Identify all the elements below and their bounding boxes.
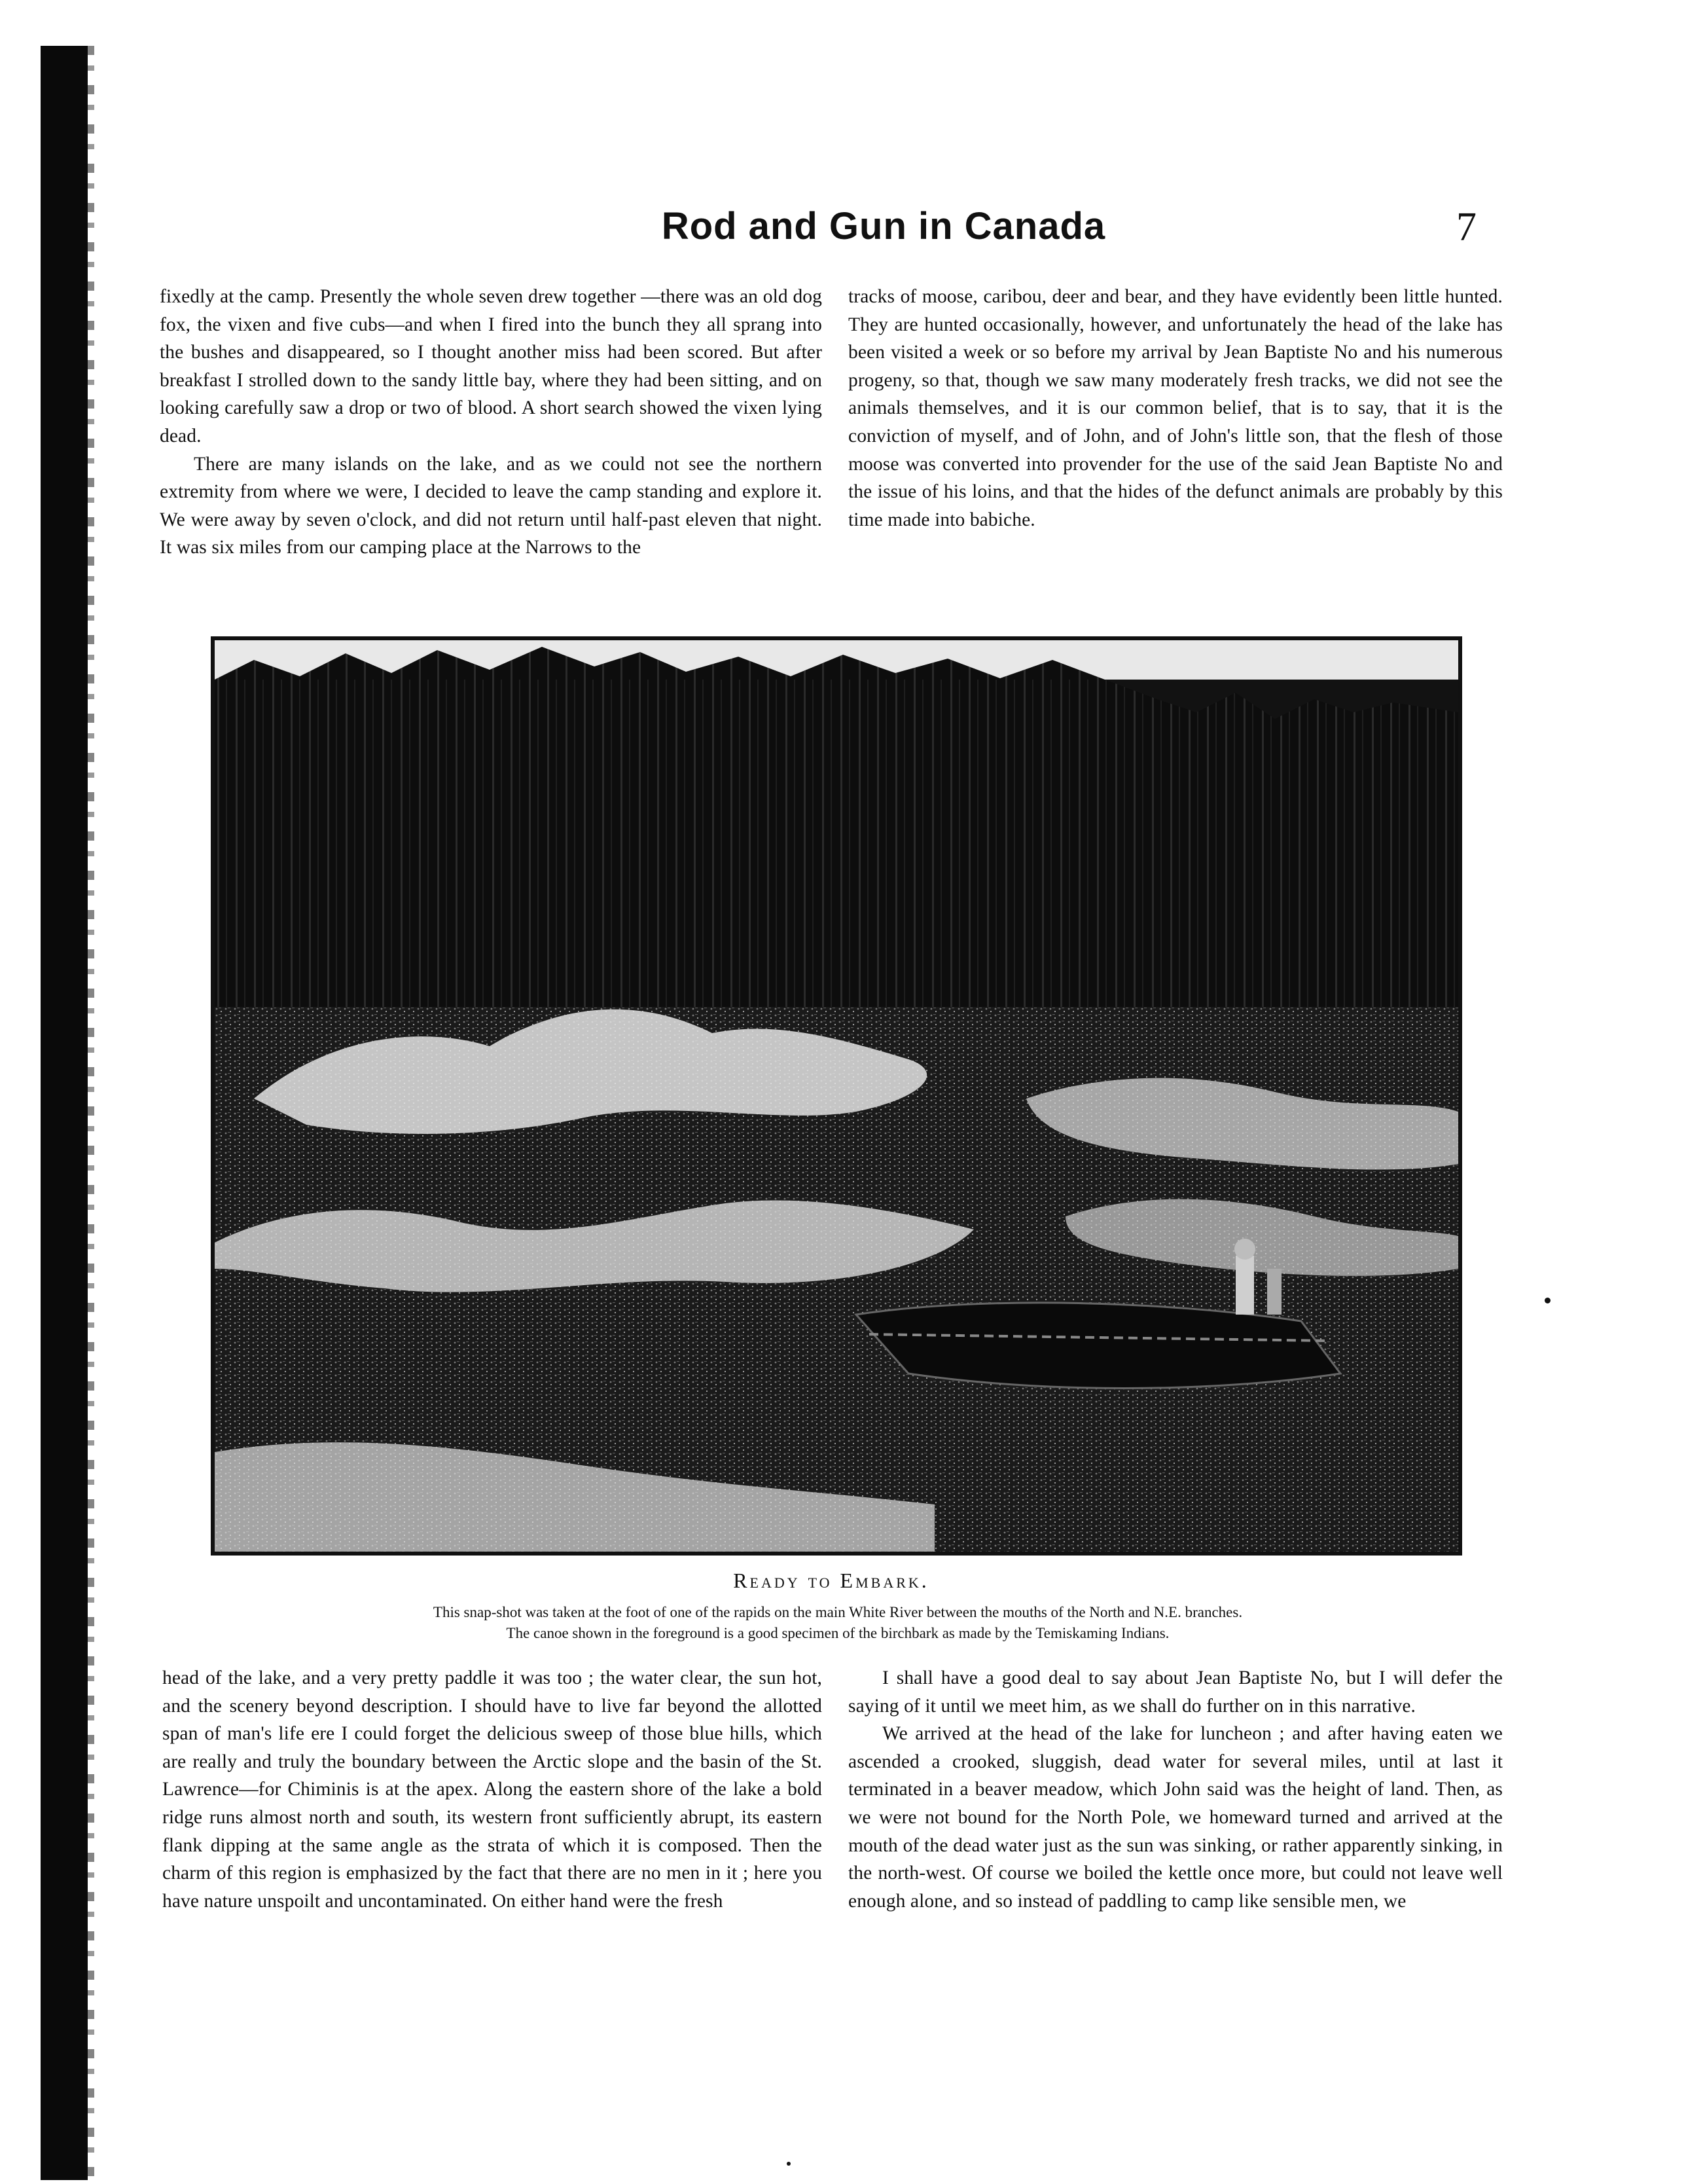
paragraph: head of the lake, and a very pretty paddle it was too ; the water clear, the sun hot, and the scenery beyond description. I should have to live far beyond the allotted span of man's life ere I could forget the delicious sweep of those blue hills, which are really and truly the boundary between the Arctic slope and the basin of the St. Lawrence—for Chiminis is at the apex. Along the eastern shore of the lake a bold ridge runs almost north and south, its western front sufficiently abrupt, its eastern flank dipping at the same angle as the strata of which it is composed. Then the charm of this region is emphasized by the fact that there are no men in it ; here you have nature unspoilt and uncontaminated. On either hand were the fresh bbox=[162, 1667, 822, 1912]
column-bottom-left bbox=[162, 1664, 822, 2083]
photograph-ready-to-embark bbox=[211, 636, 1462, 1556]
page-title: Rod and Gun in Canada bbox=[661, 205, 1106, 247]
column-bottom-right bbox=[848, 1664, 1503, 2083]
paragraph: We arrived at the head of the lake for luncheon ; and after having eaten we ascended a crooked, sluggish, dead water for several miles, until at last it terminated in a beaver meadow, which John said was the height of land. Then, as we were not bound for the North Pole, we homeward turned and arrived at the mouth of the dead water just as the sun was sinking, or rather apparently sinking, in the north-west. Of course we boiled the kettle once more, but could not leave well enough alone, and so instead of paddling to camp like sensible men, we bbox=[848, 1723, 1503, 1912]
page-number: 7 bbox=[1456, 205, 1477, 249]
paragraph: fixedly at the camp. Presently the whole seven drew together —there was an old dog fox, the vixen and five cubs—and when I fired into the bunch they all sprang into the bushes and disappeared, so I thought another miss had been scored. But after breakfast I strolled down to the sandy little bay, where they had been sitting, and on looking carefully saw a drop or two of blood. A short search showed the vixen lying dead. bbox=[160, 286, 822, 446]
paragraph: There are many islands on the lake, and as we could not see the northern extremity from where we were, I decided to leave the camp standing and explore it. We were away by seven o'clock, and did not return until half-past eleven that night. It was six miles from our camping place at the Narrows to the bbox=[160, 453, 822, 558]
column-top-left bbox=[160, 283, 822, 594]
binding-edge bbox=[41, 46, 88, 2180]
paragraph: I shall have a good deal to say about Jean Baptiste No, but I will defer the saying of it until we meet him, as we shall do further on in this narrative. bbox=[848, 1667, 1503, 1717]
column-top-right bbox=[848, 283, 1503, 594]
figure-caption-line-2: The canoe shown in the foreground is a good specimen of the birchbark as made by the Temiskaming Indians. bbox=[506, 1625, 1170, 1641]
river-rapids-photo bbox=[215, 640, 1458, 1552]
figure-caption-line-1: This snap-shot was taken at the foot of one of the rapids on the main White River between the mouths of the North and N.E. branches. bbox=[433, 1604, 1243, 1620]
stray-ink-dot bbox=[787, 2162, 791, 2166]
figure-title: Ready to Embark. bbox=[733, 1569, 929, 1592]
paragraph: tracks of moose, caribou, deer and bear, and they have evidently been little hunted. They are hunted occasionally, however, and unfortunately the head of the lake has been visited a week or so before my arrival by Jean Baptiste No and his numerous progeny, so that, though we saw many moderately fresh tracks, we did not see the animals themselves, and it is our common belief, that is to say, that it is the conviction of myself, and of John, and of John's little son, that the flesh of those moose was converted into provender for the use of the said Jean Baptiste No and the issue of his loins, and that the hides of the defunct animals are probably by this time made into babiche. bbox=[848, 286, 1503, 530]
stray-ink-dot bbox=[1545, 1298, 1551, 1303]
